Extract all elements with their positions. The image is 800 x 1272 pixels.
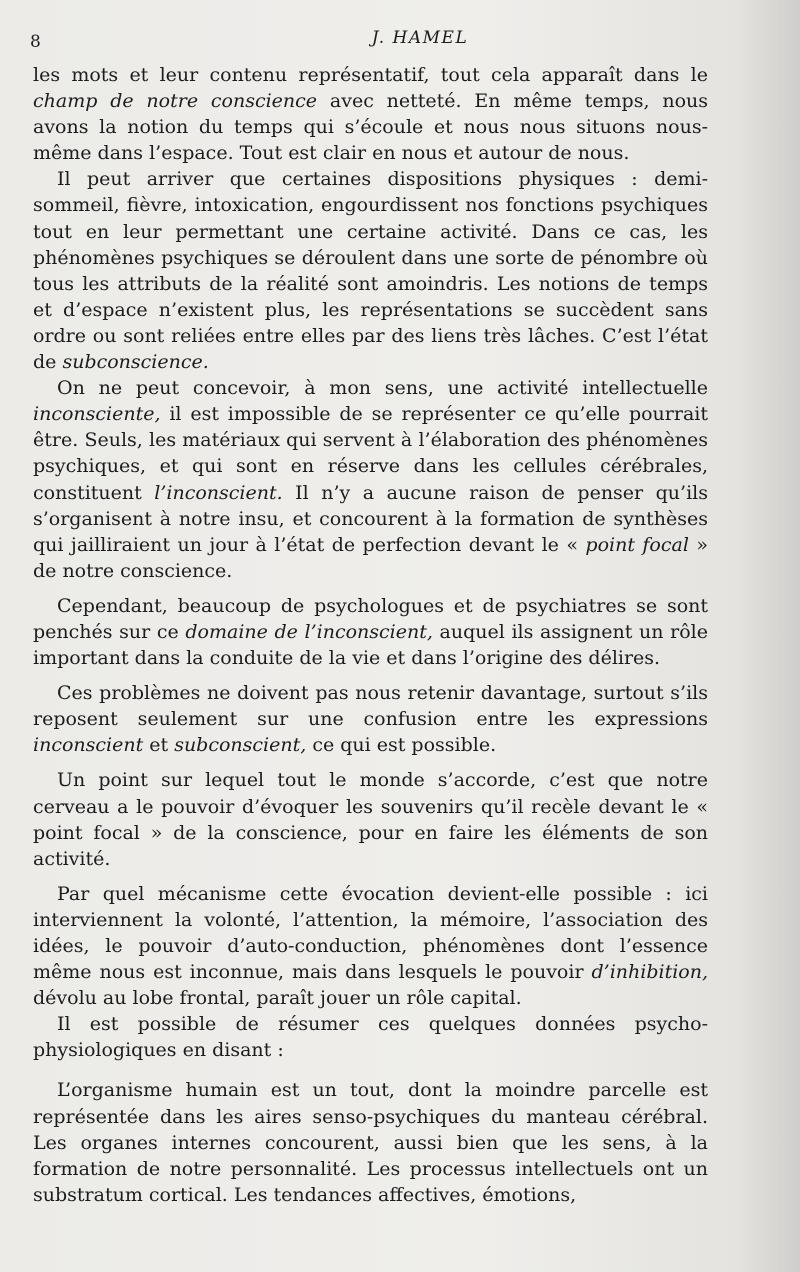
text-run: L’organisme humain est un tout, dont la moindre parcelle est représentée dans les aires senso-psychiques du manteau cérébral. Les organes internes concourent, aussi bien que les sens, à la formation de notre personnalité. Les processus intellectuels ont un substratum cortical. Les tendances affectives, émotions, — [33, 1079, 708, 1206]
paragraph — [33, 375, 708, 584]
italic-text: inconscient — [33, 734, 144, 757]
italic-text: point focal — [585, 533, 689, 556]
text-run: Il n’y a aucune raison de penser qu’ils s’organisent à notre insu, et concourent à la formation de synthèses qui jailliraient un jour à l’état de perfection devant le « — [33, 481, 708, 556]
paragraph — [33, 767, 708, 871]
paragraph — [33, 881, 708, 1011]
text-run: auquel ils assignent un rôle important dans la conduite de la vie et dans l’origine des délires. — [33, 620, 708, 670]
text-run: et — [143, 734, 175, 757]
text-run: » de notre conscience. — [33, 533, 708, 582]
paragraph — [33, 166, 708, 375]
italic-text: d’inhibition, — [591, 961, 708, 984]
text-run: Il est possible de résumer ces quelques données psycho-physiologiques en disant : — [33, 1013, 708, 1062]
paragraph — [33, 593, 708, 671]
text-run: Un point sur lequel tout le monde s’accorde, c’est que notre cerveau a le pouvoir d’évoquer les souvenirs qu’il recèle devant le « point focal » de la conscience, pour en faire les éléments de son activité. — [33, 769, 708, 870]
italic-text: champ de notre conscience — [33, 90, 318, 113]
page-header — [30, 26, 760, 52]
page-number: 8 — [30, 32, 41, 52]
text-run: Il peut arriver que certaines dispositions physiques : demi-sommeil, fièvre, intoxication, engourdissent nos fonctions psychiques tout en leur permettant une certaine activité. Dans ce cas, les phénomènes psychiques se déroulent dans une sorte de pénombre où tous les attributs de la réalité sont amoindris. Les notions de temps et d’espace n’existent plus, les représentations se succèdent sans ordre ou sont reliées entre elles par des liens très lâches. C’est l’état de — [33, 168, 708, 374]
paragraph — [33, 1011, 708, 1063]
text-run: On ne peut concevoir, à mon sens, une activité intellectuelle — [57, 377, 708, 400]
italic-text: subconscient, — [174, 734, 307, 757]
text-run: Par quel mécanisme cette évocation devient-elle possible : ici interviennent la volonté, l’attention, la mémoire, l’association des idées, le pouvoir d’auto-conduction, phénomènes dont l’essence même nous est inconnue, mais dans lesquels le pouvoir — [33, 882, 708, 984]
text-run: Ces problèmes ne doivent pas nous retenir davantage, surtout s’ils reposent seulement sur une confusion entre les expressions — [33, 682, 708, 731]
italic-text: subconscience. — [62, 351, 209, 374]
text-run: avec netteté. En même temps, nous avons la notion du temps qui s’écoule et nous nous situons nous-même dans l’espace. Tout est clair en nous et autour de nous. — [33, 90, 708, 165]
italic-text: l’inconscient. — [154, 481, 283, 504]
paragraph — [33, 62, 708, 166]
italic-text: inconsciente, — [33, 403, 161, 426]
paragraph — [33, 1077, 708, 1207]
text-run: il est impossible de se représenter ce qu’elle pourrait être. Seuls, les matériaux qui servent à l’élaboration des phénomènes psychiques, et qui sont en réserve dans les cellules cérébrales, constituent — [33, 403, 708, 504]
running-head: J. HAMEL — [371, 28, 469, 48]
paragraph — [33, 680, 708, 758]
text-run: Cependant, beaucoup de psychologues et de psychiatres se sont penchés sur ce — [33, 594, 708, 643]
text-run: dévolu au lobe frontal, paraît jouer un rôle capital. — [33, 987, 522, 1010]
text-run: les mots et leur contenu représentatif, tout cela apparaît dans le — [33, 64, 708, 86]
text-run: ce qui est possible. — [306, 734, 497, 757]
body-text — [33, 62, 708, 1208]
italic-text: domaine de l’inconscient, — [185, 620, 433, 643]
